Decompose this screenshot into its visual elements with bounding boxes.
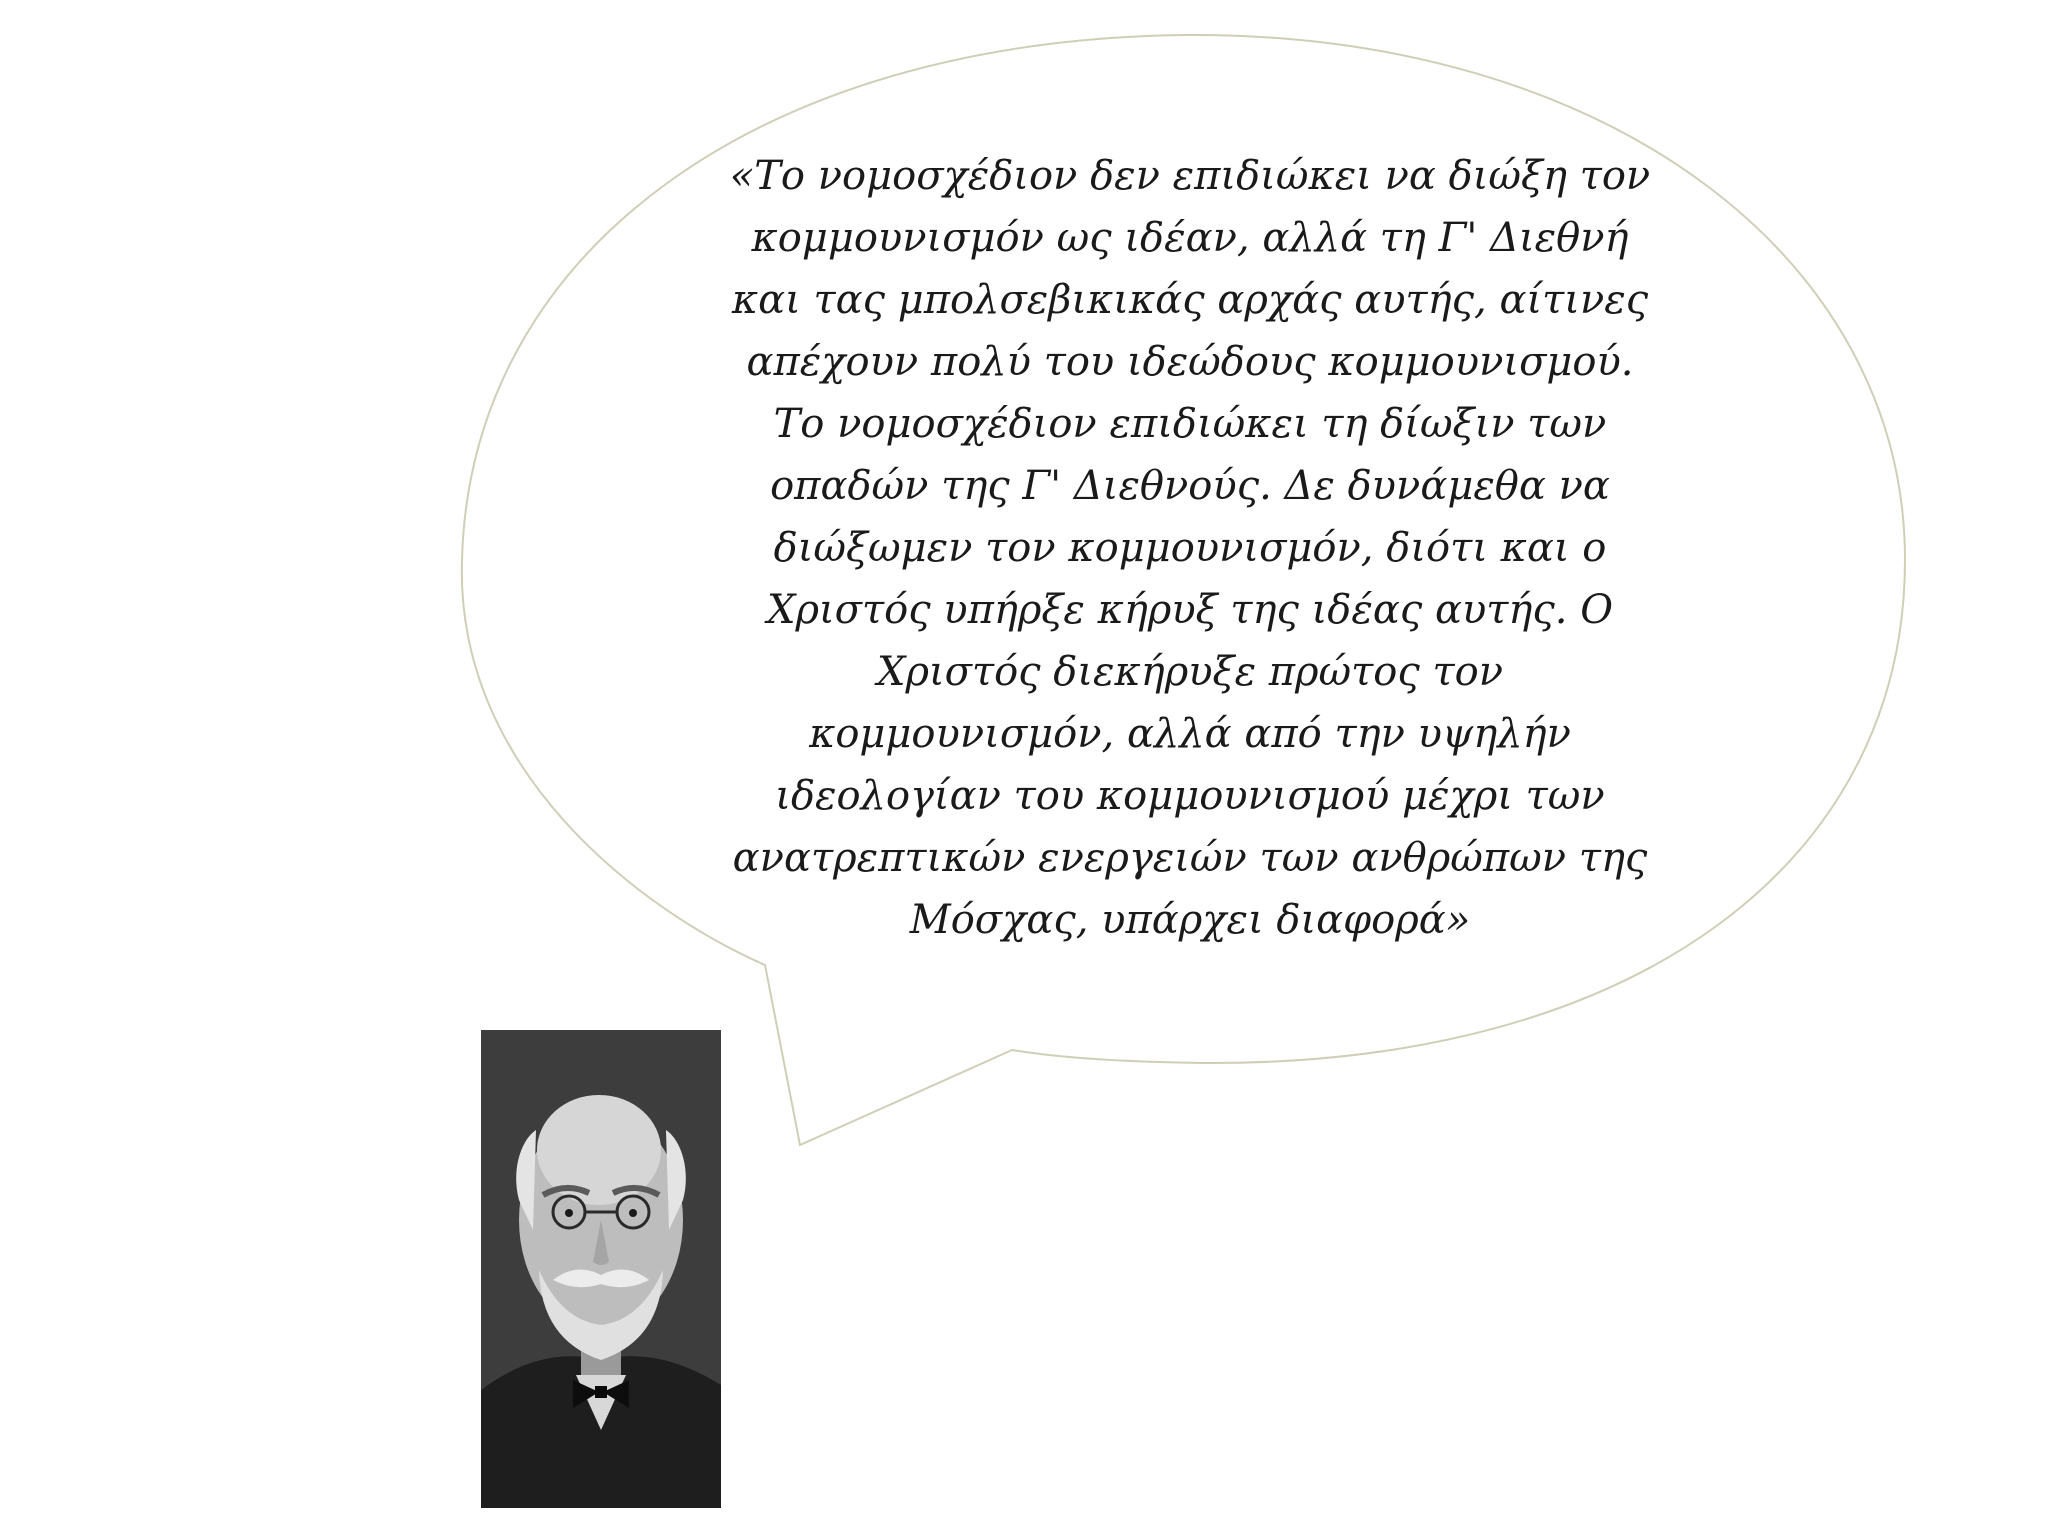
quote-line: διώξωμεν τον κομμουνισμόν, διότι και ο — [773, 525, 1607, 571]
quote-line: κομμουνισμόν ως ιδέαν, αλλά τη Γ' Διεθνή — [751, 215, 1629, 261]
quote-line: «Το νομοσχέδιον δεν επιδιώκει να διώξη τον — [729, 153, 1651, 199]
quote-line: ανατρεπτικών ενεργειών των ανθρώπων της — [732, 835, 1648, 881]
quote-line: κομμουνισμόν, αλλά από την υψηλήν — [809, 711, 1571, 757]
quote-line: Το νομοσχέδιον επιδιώκει τη δίωξιν των — [773, 401, 1607, 447]
quote-line: Χριστός υπήρξε κήρυξ της ιδέας αυτής. Ο — [767, 587, 1613, 633]
quote-line: και τας μπολσεβικικάς αρχάς αυτής, αίτινες — [731, 277, 1649, 323]
quote-line: απέχουν πολύ του ιδεώδους κομμουνισμού. — [746, 339, 1634, 385]
quote-line: οπαδών της Γ' Διεθνούς. Δε δυνάμεθα να — [770, 463, 1610, 509]
quote-line: ιδεολογίαν του κομμουνισμού μέχρι των — [775, 773, 1605, 819]
quote-text — [640, 145, 1740, 951]
portrait-photo — [481, 1030, 721, 1508]
portrait-illustration — [481, 1030, 721, 1508]
quote-line: Μόσχας, υπάρχει διαφορά» — [909, 897, 1471, 943]
quote-line: Χριστός διεκήρυξε πρώτος τον — [876, 649, 1504, 695]
